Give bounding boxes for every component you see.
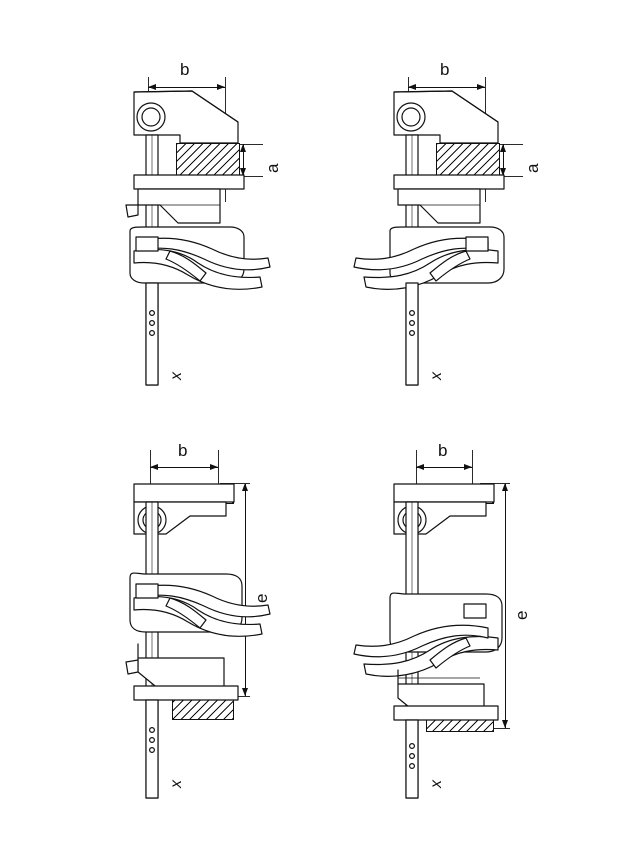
- dim-label-b: b: [178, 441, 188, 460]
- clamp-figure-top-left: [120, 55, 300, 395]
- axis-label-x: x: [168, 372, 185, 380]
- dim-label-a: a: [263, 163, 282, 173]
- dim-label-b: b: [440, 60, 450, 79]
- axis-label-x: x: [428, 780, 445, 788]
- dim-label-e: e: [252, 593, 271, 603]
- clamp-figure-bottom-right: [380, 438, 570, 808]
- axis-label-x: x: [428, 372, 445, 380]
- clamp-figure-bottom-left: [120, 438, 310, 808]
- clamp-drawing: [120, 438, 310, 808]
- dim-label-b: b: [180, 60, 190, 79]
- dim-label-b: b: [438, 441, 448, 460]
- axis-label-x: x: [168, 780, 185, 788]
- clamp-drawing: [120, 55, 300, 395]
- clamp-drawing: [380, 55, 560, 395]
- clamp-drawing: [380, 438, 570, 808]
- dim-label-a: a: [523, 163, 542, 173]
- clamp-figure-top-right: [380, 55, 560, 395]
- dim-label-e: e: [512, 610, 531, 620]
